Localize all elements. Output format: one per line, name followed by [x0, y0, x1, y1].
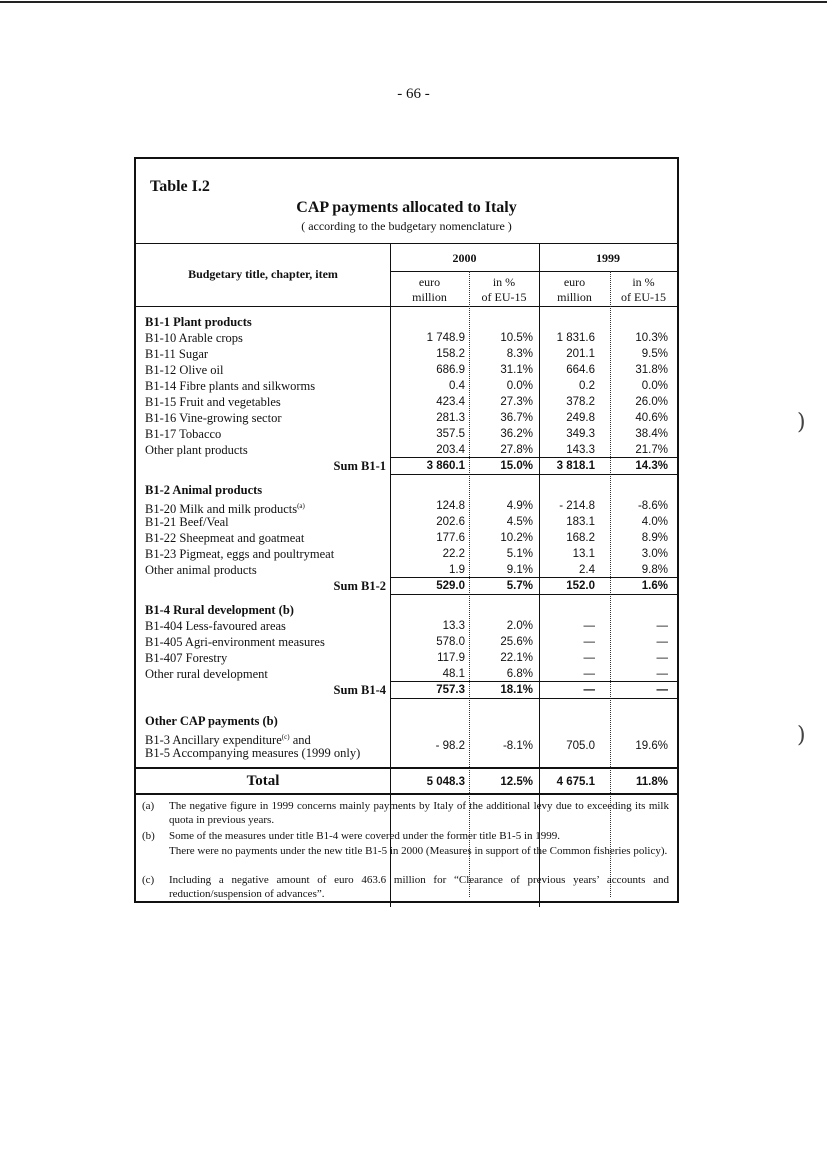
total-value-1999: 4 675.1: [556, 776, 595, 788]
sum-label: Sum B1-1: [333, 459, 386, 473]
value-1999: 249.8: [566, 412, 595, 424]
value-2000: 124.8: [436, 500, 465, 512]
footnote-rule: [136, 793, 677, 795]
pct-1999: 9.8%: [641, 564, 668, 576]
table-row: [136, 650, 677, 666]
pct-1999: 40.6%: [635, 412, 668, 424]
value-2000: - 98.2: [435, 740, 465, 752]
table-row: [136, 618, 677, 634]
row-label: Other animal products: [145, 563, 257, 577]
table-row: [136, 634, 677, 650]
value-1999: 705.0: [566, 740, 595, 752]
sum-pct-2000: 15.0%: [500, 460, 533, 472]
pct-header: [610, 275, 677, 305]
value-2000: 1 748.9: [426, 332, 465, 344]
pct-2000: 36.2%: [500, 428, 533, 440]
sum-pct-1999: —: [656, 684, 668, 696]
value-2000: 48.1: [442, 668, 465, 680]
pct-header-line: in %: [492, 275, 516, 289]
table-label: Table I.2: [150, 178, 210, 195]
pct-2000: 27.3%: [500, 396, 533, 408]
pct-1999: —: [656, 620, 668, 632]
table-row: [136, 410, 677, 426]
sum-value-2000: 3 860.1: [426, 460, 465, 472]
value-1999: 143.3: [566, 444, 595, 456]
value-2000: 357.5: [436, 428, 465, 440]
pct-2000: 0.0%: [506, 380, 533, 392]
value-2000: 158.2: [436, 348, 465, 360]
pct-2000: 27.8%: [500, 444, 533, 456]
pct-1999: 38.4%: [635, 428, 668, 440]
sum-row: [136, 682, 677, 698]
row-label: B1-16 Vine-growing sector: [145, 411, 282, 425]
pct-2000: 25.6%: [500, 636, 533, 648]
sum-label: Sum B1-4: [333, 683, 386, 697]
sum-value-2000: 757.3: [436, 684, 465, 696]
section-title: Other CAP payments (b): [145, 714, 278, 728]
total-value-2000: 5 048.3: [426, 776, 465, 788]
table-row: [136, 330, 677, 346]
header-top-rule: [136, 243, 677, 244]
pct-1999: 21.7%: [635, 444, 668, 456]
section-header: [136, 314, 677, 330]
value-2000: 202.6: [436, 516, 465, 528]
euro-header-line: million: [557, 290, 592, 304]
pct-2000: 10.2%: [500, 532, 533, 544]
pct-1999: —: [656, 668, 668, 680]
pct-1999: 8.9%: [641, 532, 668, 544]
value-1999: 168.2: [566, 532, 595, 544]
pct-2000: 31.1%: [500, 364, 533, 376]
row-label: B1-404 Less-favoured areas: [145, 619, 286, 633]
pct-header-line: in %: [632, 275, 655, 289]
euro-header-line: euro: [418, 275, 441, 289]
table-frame: [134, 157, 679, 903]
table-row: [136, 346, 677, 362]
value-1999: 1 831.6: [556, 332, 595, 344]
pct-1999: —: [656, 652, 668, 664]
row-label-text: B1-3 Ancillary expenditure: [145, 733, 282, 748]
table-row: [136, 362, 677, 378]
table-row: [136, 442, 677, 458]
pct-1999: 19.6%: [635, 740, 668, 752]
section-header: [136, 482, 677, 498]
row-label: B1-22 Sheepmeat and goatmeat: [145, 531, 305, 545]
pct-header-line: of EU-15: [621, 290, 666, 304]
row-label: B1-21 Beef/Veal: [145, 515, 229, 529]
euro-header-line: million: [412, 290, 447, 304]
pct-header: [469, 275, 539, 305]
sum-value-1999: —: [583, 684, 595, 696]
value-1999: 183.1: [566, 516, 595, 528]
margin-mark: ): [797, 410, 806, 435]
sum-value-2000: 529.0: [436, 580, 465, 592]
section-header: [136, 602, 677, 618]
year-2000-header: 2000: [452, 251, 477, 265]
euro-header: [539, 275, 610, 305]
table-row: [136, 562, 677, 578]
total-rule: [136, 767, 677, 769]
total-row: [136, 774, 677, 790]
sum-pct-2000: 18.1%: [500, 684, 533, 696]
footnote-ref: (c): [281, 733, 290, 741]
row-label: B1-15 Fruit and vegetables: [145, 395, 281, 409]
value-1999: 664.6: [566, 364, 595, 376]
value-1999: —: [583, 620, 595, 632]
table-title: CAP payments allocated to Italy: [296, 199, 517, 216]
table-row: [136, 514, 677, 530]
section-title: B1-1 Plant products: [145, 315, 252, 329]
sum-row: [136, 458, 677, 474]
total-label: Total: [246, 773, 280, 789]
year-1999-header: 1999: [596, 251, 620, 265]
value-2000: 578.0: [436, 636, 465, 648]
row-label: B1-14 Fibre plants and silkworms: [145, 379, 316, 393]
footnote-text: Including a negative amount of euro 463.6 million for “Clearance of previous years’ accounts and reduction/suspension of advances”.: [169, 874, 669, 900]
sum-value-1999: 152.0: [566, 580, 595, 592]
pct-2000: 6.8%: [506, 668, 533, 680]
row-label: Other plant products: [145, 443, 248, 457]
value-1999: —: [583, 636, 595, 648]
pct-2000: 5.1%: [506, 548, 533, 560]
pct-2000: 9.1%: [506, 564, 533, 576]
value-1999: 201.1: [566, 348, 595, 360]
table-row: [136, 498, 677, 517]
row-label: B1-12 Olive oil: [145, 363, 224, 377]
pct-1999: 26.0%: [635, 396, 668, 408]
row-label: B1-23 Pigmeat, eggs and poultrymeat: [145, 547, 335, 561]
margin-mark: ): [797, 723, 806, 748]
pct-1999: 10.3%: [635, 332, 668, 344]
page-number: - 66 -: [397, 86, 430, 102]
footnote-ref: (a): [297, 502, 305, 510]
sum-rule: [390, 698, 677, 699]
value-1999: 2.4: [579, 564, 595, 576]
table-row: [136, 378, 677, 394]
table-row: [136, 546, 677, 562]
row-label: B1-17 Tobacco: [145, 427, 222, 441]
value-2000: 13.3: [442, 620, 465, 632]
table-row: [136, 426, 677, 442]
value-2000: 117.9: [437, 652, 465, 664]
sum-row: [136, 578, 677, 594]
table-row: [136, 530, 677, 546]
value-2000: 22.2: [442, 548, 465, 560]
euro-header: [390, 275, 469, 305]
value-2000: 177.6: [436, 532, 465, 544]
value-1999: —: [583, 652, 595, 664]
pct-1999: 0.0%: [641, 380, 668, 392]
value-1999: 378.2: [566, 396, 595, 408]
value-2000: 0.4: [449, 380, 465, 392]
row-label-header: Budgetary title, chapter, item: [188, 267, 338, 281]
row-label: Other rural development: [145, 667, 268, 681]
total-pct-2000: 12.5%: [500, 776, 533, 788]
section-title: B1-2 Animal products: [145, 483, 263, 497]
sum-pct-1999: 1.6%: [641, 580, 668, 592]
pct-2000: 10.5%: [500, 332, 533, 344]
footnote-key: (b): [142, 830, 155, 842]
row-label: B1-405 Agri-environment measures: [145, 635, 325, 649]
value-1999: - 214.8: [559, 500, 595, 512]
row-label: B1-407 Forestry: [145, 651, 228, 665]
section-header: [136, 713, 677, 729]
row-label-text: and: [289, 733, 311, 748]
sum-rule: [390, 594, 677, 595]
sum-value-1999: 3 818.1: [556, 460, 595, 472]
sum-pct-2000: 5.7%: [506, 580, 533, 592]
pct-2000: -8.1%: [502, 740, 533, 752]
pct-2000: 36.7%: [500, 412, 533, 424]
pct-1999: -8.6%: [637, 500, 668, 512]
footnote-key: (a): [142, 800, 155, 812]
pct-header-line: of EU-15: [481, 290, 527, 304]
scan-top-edge: [0, 1, 827, 3]
pct-1999: 9.5%: [641, 348, 668, 360]
sum-label: Sum B1-2: [333, 579, 386, 593]
table-row: [136, 666, 677, 682]
value-1999: 13.1: [572, 548, 595, 560]
sum-pct-1999: 14.3%: [635, 460, 668, 472]
pct-2000: 2.0%: [506, 620, 533, 632]
row-label-text: B1-20 Milk and milk products: [145, 502, 298, 517]
value-2000: 281.3: [436, 412, 465, 424]
row-label: B1-10 Arable crops: [145, 331, 243, 345]
table-subtitle: ( according to the budgetary nomenclature ): [301, 219, 512, 233]
row-label: B1-5 Accompanying measures (1999 only): [145, 746, 361, 760]
total-pct-1999: 11.8%: [636, 776, 668, 788]
value-1999: 349.3: [566, 428, 595, 440]
value-1999: —: [583, 668, 595, 680]
pct-2000: 22.1%: [500, 652, 533, 664]
pct-1999: 3.0%: [641, 548, 668, 560]
euro-header-line: euro: [563, 275, 586, 289]
pct-2000: 4.9%: [506, 500, 533, 512]
section-title: B1-4 Rural development (b): [145, 603, 294, 617]
pct-1999: 31.8%: [635, 364, 668, 376]
table-row: [136, 745, 677, 761]
value-2000: 1.9: [449, 564, 465, 576]
table-row: [136, 394, 677, 410]
value-1999: 0.2: [579, 380, 595, 392]
pct-2000: 8.3%: [506, 348, 533, 360]
row-label: B1-11 Sugar: [145, 347, 209, 361]
header-bottom-rule: [136, 306, 677, 307]
footnote-text: Some of the measures under title B1-4 were covered under the former title B1-5 in 1999.: [169, 830, 560, 842]
footnote-key: (c): [142, 874, 155, 886]
pct-1999: —: [656, 636, 668, 648]
sum-rule: [390, 474, 677, 475]
value-2000: 423.4: [436, 396, 465, 408]
pct-1999: 4.0%: [641, 516, 668, 528]
pct-2000: 4.5%: [506, 516, 533, 528]
footnote-text: There were no payments under the new title B1-5 in 2000 (Measures in support of the Common fisheries policy).: [169, 845, 668, 857]
value-2000: 686.9: [436, 364, 465, 376]
footnote-text: The negative figure in 1999 concerns mainly payments by Italy of the additional levy due to exceeding its milk quota in previous years.: [169, 800, 669, 826]
year-rule: [390, 271, 677, 272]
value-2000: 203.4: [436, 444, 465, 456]
